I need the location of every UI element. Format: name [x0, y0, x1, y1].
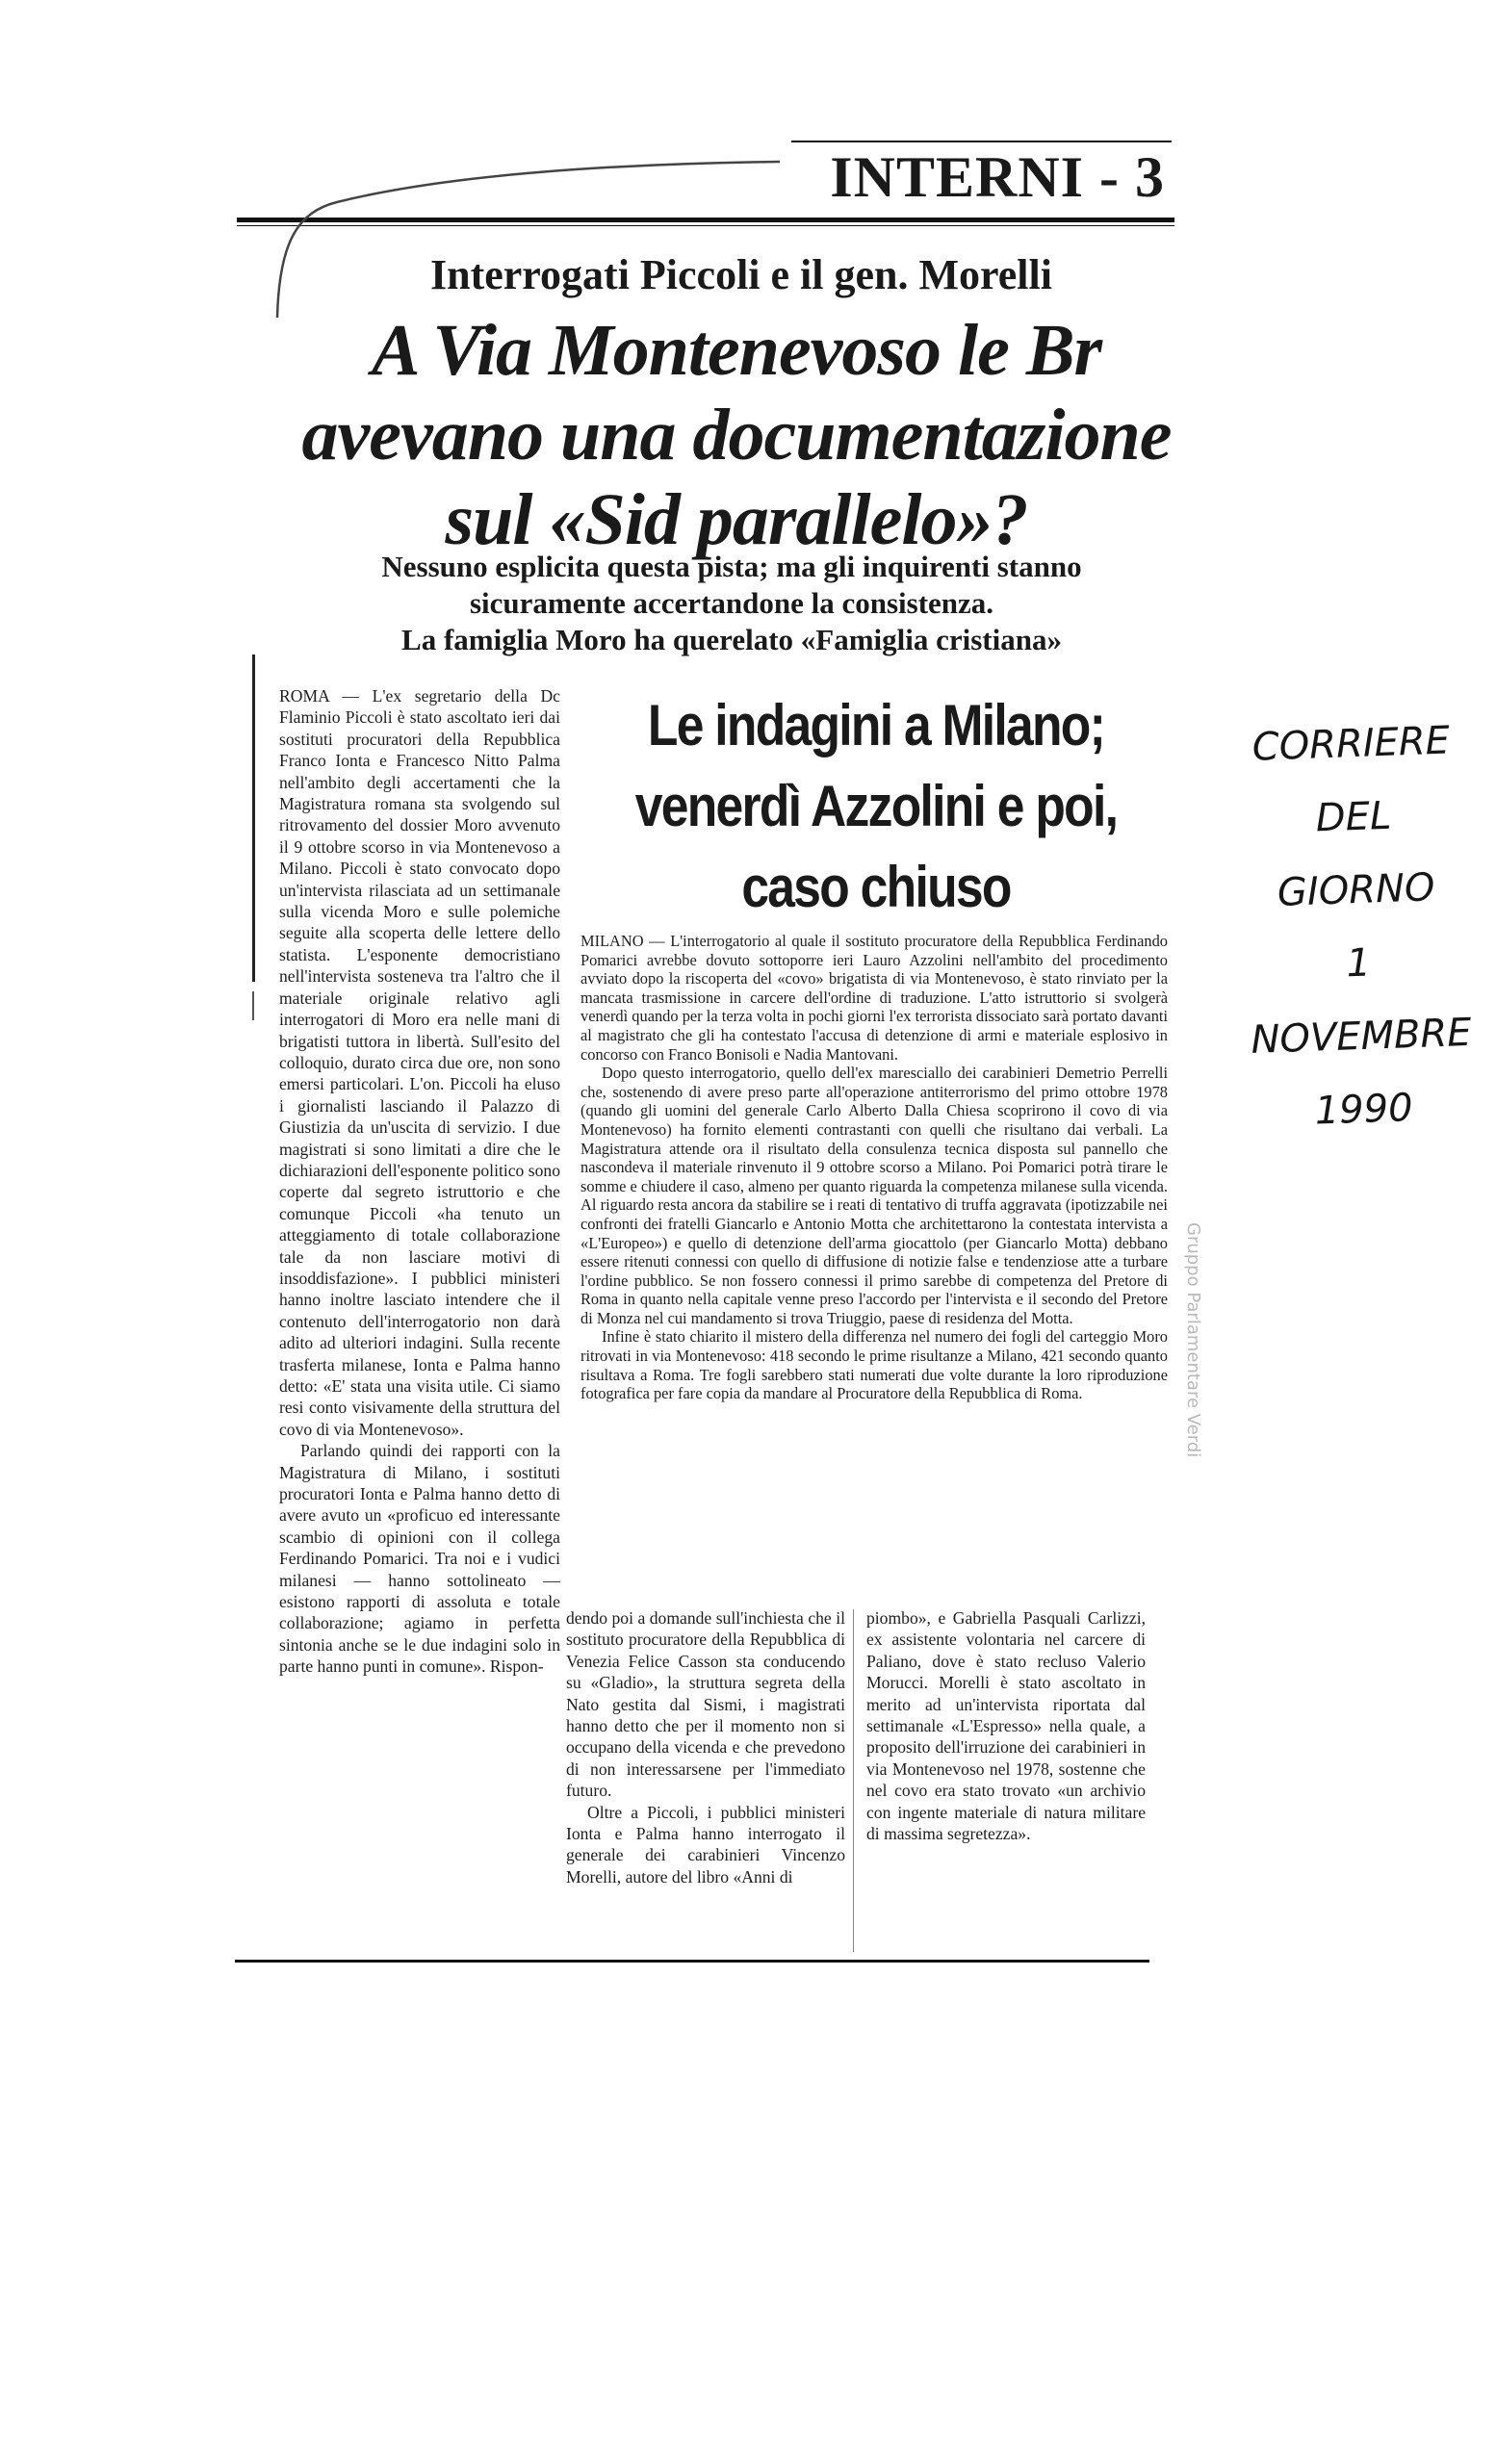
margin-mark-left-2: [252, 991, 254, 1020]
article-column-left: [279, 685, 560, 1954]
margin-mark-left-1: [252, 654, 255, 982]
article-column-right: [866, 1607, 1146, 1954]
paragraph: ROMA — L'ex segretario della Dc Flaminio Piccoli è stato ascoltato ieri dai sostituti procuratori della Repubblica Franco Ionta e Francesco Nitto Palma nell'ambito degli accertamenti che la Magistratura romana sta svolgendo sul ritrovamento del dossier Moro avvenuto il 9 ottobre scorso in via Montenevoso a Milano. Piccoli è stato convocato dopo un'intervista rilasciata ad un settimanale sulla vicenda Moro e sulle polemiche seguite alla scoperta delle lettere dello statista. L'esponente democristiano nell'intervista sosteneva tra l'altro che il materiale originale relativo agli interrogatori di Moro era nelle mani di brigatisti tuttora in libertà. Sull'esito del colloquio, durato circa due ore, non sono emersi particolari. L'on. Piccoli ha eluso i giornalisti lasciando il Palazzo di Giustizia da un'uscita di servizio. I due magistrati si sono limitati a dire che le dichiarazioni dell'esponente politico sono coperte dal segreto istruttorio e che comunque Piccoli «ha tenuto un atteggiamento di totale collaborazione tale da non lasciare motivi di insoddisfazione». I pubblici ministeri hanno inoltre lasciato intendere che il contenuto dell'interrogatorio non darà adito ad ulteriori indagini. Sulla recente trasferta milanese, Ionta e Palma hanno detto: «E' stata una visita utile. Ci siamo resi conto visivamente della struttura del covo di via Montenevoso».: [279, 686, 560, 1439]
annotation-line: DEL: [1315, 793, 1392, 841]
annotation-line: 1990: [1313, 1086, 1414, 1134]
section-title: INTERNI - 3: [830, 145, 1165, 209]
column-divider: [853, 1609, 854, 1952]
annotation-line: CORRIERE: [1251, 718, 1451, 770]
annotation-line: NOVEMBRE: [1250, 1010, 1473, 1063]
subhead-line: sicuramente accertandone la consistenza.: [469, 586, 994, 620]
article-bottom-rule: [235, 1960, 1149, 1963]
article-subhead: [270, 549, 1194, 658]
subhead-line: Nessuno esplicita questa pista; ma gli inquirenti stanno: [381, 550, 1082, 583]
paragraph: Oltre a Piccoli, i pubblici ministeri Ionta e Palma hanno interrogato il generale dei carabinieri Vincenzo Morelli, autore del libro «Anni di: [566, 1802, 845, 1886]
handwritten-annotation: [1215, 703, 1496, 1150]
article-headline: A Via Montenevoso le Br avevano una documentazione sul «Sid parallelo»?: [301, 310, 1172, 560]
paragraph: Infine è stato chiarito il mistero della differenza nel numero dei fogli del carteggio Moro ritrovati in via Montenevoso: 418 secondo le prime risultanze a Milano, 421 secondo quanto risultava a Roma. Tre fogli sarebbero stati numerati due volte durante la loro riproduzione fotografica per fare copia da mandare al Procuratore della Repubblica di Roma.: [580, 1327, 1168, 1403]
paragraph: dendo poi a domande sull'inchiesta che il sostituto procuratore della Repubblica di Venezia Felice Casson sta conducendo su «Gladio», la struttura segreta della Nato gestita dal Sismi, i magistrati hanno detto che per il momento non si occupano della vicenda e che prevedono di non interessarsene per l'immediato futuro.: [566, 1608, 845, 1801]
paragraph: Parlando quindi dei rapporti con la Magistratura di Milano, i sostituti procuratori Ionta e Palma hanno detto di avere avuto un «proficuo ed interessante scambio di opinioni con il collega Ferdinando Pomarici. Tra noi e i vudici milanesi — hanno sottolineato — esistono rapporti di assoluta e totale collaborazione; agiamo in perfetta sintonia anche se le due indagini solo in parte hanno punti in comune». Rispon-: [279, 1441, 560, 1677]
paragraph: MILANO — L'interrogatorio al quale il sostituto procuratore della Repubblica Ferdinando Pomarici avrebbe dovuto sottoporre ieri Lauro Azzolini nell'ambito del procedimento avviato dopo la riscoperta del «covo» brigatista di via Montenevoso, è stato rinviato per la mancata trasmissione in carcere dell'ordine di traduzione. L'atto istruttorio si svolgerà venerdì quando per la terza volta in pochi giorni l'ex terrorista dissociato sarà portato davanti al magistrato che gli ha contestato l'accusa di detenzione di armi e materiale esplosivo in concorso con Franco Bonisoli e Nadia Mantovani.: [580, 932, 1168, 1064]
box-headline: Le indagini a Milano; venerdì Azzolini e poi, caso chiuso: [634, 693, 1118, 919]
article-kicker: Interrogati Piccoli e il gen. Morelli: [430, 251, 1052, 298]
subhead-line: La famiglia Moro ha querelato «Famiglia cristiana»: [401, 623, 1062, 656]
paragraph: Dopo questo interrogatorio, quello dell'ex maresciallo dei carabinieri Demetrio Perrelli che, sostenendo di avere preso parte all'operazione antiterrorismo del primo ottobre 1978 (quando gli uomini del generale Carlo Alberto Dalla Chiesa scoprirono il covo di via Montenevoso) ha fornito elementi contrastanti con quelli che risultano dai verbali. La Magistratura attende ora il risultato della consulenza tecnica disposta sul pannello che nascondeva il materiale rinvenuto il 9 ottobre scorso a Milano. Poi Pomarici potrà tirare le somme e chiudere il caso, almeno per quanto riguarda la competenza milanese sulla vicenda. Al riguardo resta ancora da stabilire se i reati di tentativo di truffa aggravata (ipotizzabile nei confronti dei fratelli Giancarlo e Antonio Motta che architettarono la contestata intervista a «L'Europeo») e quello di detenzione dell'arma giocattolo (per Giancarlo Motta) debbano essere ritenuti connessi con quello di diffusione di notizie false e tendenziose atte a turbare l'ordine pubblico. Se non fossero connessi il primo sarebbe di competenza del Pretore di Roma in quanto nella capitale venne preso l'accordo per l'intervista e il secondo del Pretore di Monza nel cui mandamento si trova Triuggio, paese di residenza del Motta.: [580, 1064, 1168, 1327]
box-body: [580, 932, 1168, 1588]
annotation-line: GIORNO: [1277, 865, 1436, 915]
annotation-line: 1: [1345, 940, 1372, 987]
article-column-middle: [566, 1607, 845, 1954]
archive-stamp: Gruppo Parlamentare Verdi: [1183, 1222, 1203, 1458]
paragraph: piombo», e Gabriella Pasquali Carlizzi, ex assistente volontaria nel carcere di Paliano, dove è stato recluso Valerio Morucci. Morelli è stato ascoltato in merito ad un'intervista riportata dal settimanale «L'Espresso» nella quale, a proposito dell'irruzione dei carabinieri in via Montenevoso nel 1978, sostenne che nel covo era stato trovato «un archivio con ingente materiale di natura militare di massima segretezza».: [866, 1608, 1146, 1844]
